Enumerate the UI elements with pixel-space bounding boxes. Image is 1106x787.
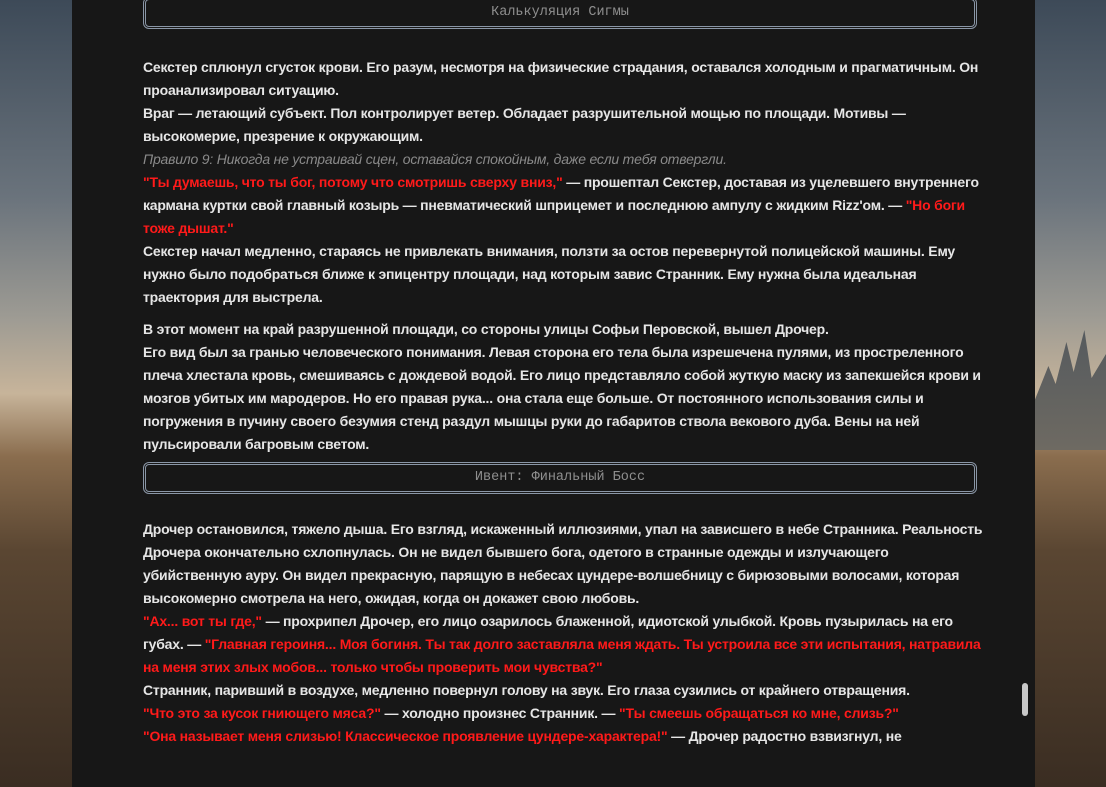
text-block-1 (143, 56, 988, 309)
narration-text: — холодно произнес Странник. — (380, 705, 620, 721)
paragraph (143, 610, 988, 679)
text-block-3 (143, 518, 988, 748)
section-banner-sigma: Калькуляция Сигмы (143, 0, 977, 29)
narration-text: — Дрочер радостно взвизгнул, не (667, 728, 902, 744)
paragraph (143, 702, 988, 725)
rule-text: Правило 9: Никогда не устраивай сцен, оставайся спокойным, даже если тебя отвергли. (143, 151, 727, 167)
narration-text: — прошептал Секстер, доставая из уцелевшего внутреннего кармана куртки свой главный козырь — пневматический шприцемет и последнюю ампулу с жидким Rizz'ом. — (143, 174, 979, 213)
scrollbar-thumb[interactable] (1022, 683, 1028, 716)
section-banner-final-boss: Ивент: Финальный Босс (143, 462, 977, 494)
narration-text: Враг — летающий субъект. Пол контролирует ветер. Обладает разрушительной мощью по площади. Мотивы — высокомерие, презрение к окружающим. (143, 105, 906, 144)
narration-text: Секстер сплюнул сгусток крови. Его разум, несмотря на физические страдания, оставался холодным и прагматичным. Он проанализировал ситуацию. (143, 59, 979, 98)
dialogue-text: "Что это за кусок гниющего мяса?" (143, 705, 381, 721)
dialogue-text: "Ты смеешь обращаться ко мне, слизь?" (619, 705, 899, 721)
paragraph (143, 725, 988, 748)
paragraph (143, 171, 988, 240)
paragraph (143, 518, 988, 610)
dialogue-text: "Ты думаешь, что ты бог, потому что смотришь сверху вниз," (143, 174, 563, 190)
paragraph (143, 102, 988, 148)
narration-text: Странник, паривший в воздухе, медленно повернул голову на звук. Его глаза сузились от крайнего отвращения. (143, 682, 910, 698)
story-panel (72, 0, 1035, 787)
narration-text: Его вид был за гранью человеческого понимания. Левая сторона его тела была изрешечена пулями, из простреленного плеча хлестала кровь, смешиваясь с дождевой водой. Его лицо представляло собой жуткую маску из запекшейся крови и мозгов убитых им мародеров. Но его правая рука... она стала еще больше. От постоянного использования силы и погружения в пучину своего безумия стенд раздул мышцы руки до габаритов ствола векового дуба. Вены на ней пульсировали багровым светом. (143, 344, 981, 452)
narration-text: Дрочер остановился, тяжело дыша. Его взгляд, искаженный иллюзиями, упал на зависшего в небе Странника. Реальность Дрочера окончательно схлопнулась. Он не видел бывшего бога, одетого в странные одежды и излучающего убийственную ауру. Он видел прекрасную, парящую в небесах цундере-волшебницу с бирюзовыми волосами, которая высокомерно смотрела на него, ожидая, когда он докажет свою любовь. (143, 521, 983, 606)
dialogue-text: "Ах... вот ты где," (143, 613, 262, 629)
paragraph (143, 341, 988, 456)
dialogue-text: "Но боги тоже дышат." (143, 197, 965, 236)
story-content (143, 0, 988, 748)
narration-text: — прохрипел Дрочер, его лицо озарилось блаженной, идиотской улыбкой. Кровь пузырилась на его губах. — (143, 613, 953, 652)
paragraph (143, 148, 988, 171)
paragraph (143, 240, 988, 309)
paragraph (143, 679, 988, 702)
paragraph (143, 56, 988, 102)
paragraph (143, 318, 988, 341)
background-ruins (1034, 330, 1106, 450)
dialogue-text: "Она называет меня слизью! Классическое проявление цундере-характера!" (143, 728, 668, 744)
dialogue-text: "Главная героиня... Моя богиня. Ты так долго заставляла меня ждать. Ты устроила все эти испытания, натравила на меня этих злых мобов... только чтобы проверить мои чувства?" (143, 636, 981, 675)
narration-text: В этот момент на край разрушенной площади, со стороны улицы Софьи Перовской, вышел Дрочер. (143, 321, 829, 337)
narration-text: Секстер начал медленно, стараясь не привлекать внимания, ползти за остов перевернутой полицейской машины. Ему нужно было подобраться ближе к эпицентру площади, над которым завис Странник. Ему нужна была идеальная траектория для выстрела. (143, 243, 956, 305)
text-block-2 (143, 318, 988, 456)
